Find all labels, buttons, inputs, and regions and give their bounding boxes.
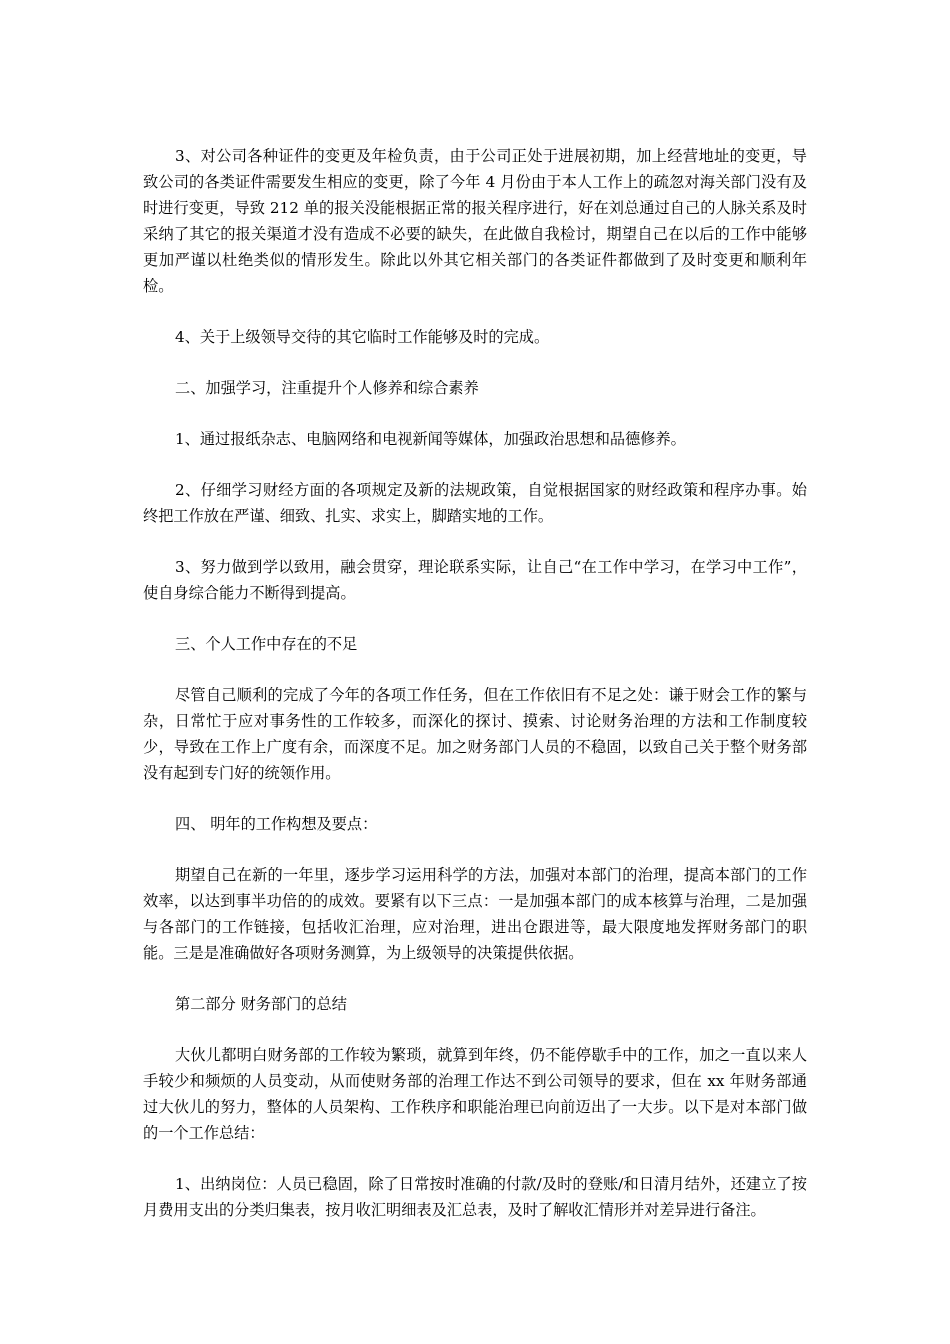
paragraph-apply-learning: 3、努力做到学以致用，融会贯穿，理论联系实际，让自己“在工作中学习，在学习中工作”，使自身综合能力不断得到提高。: [143, 558, 807, 602]
document-body: [143, 143, 807, 1223]
part-heading-finance-summary: 第二部分 财务部门的总结: [175, 995, 347, 1013]
paragraph-next-year-plan: 期望自己在新的一年里，逐步学习运用科学的方法，加强对本部门的治理，提高本部门的工作效率，以达到事半功倍的的成效。要紧有以下三点：一是加强本部门的成本核算与治理，二是加强与各部门的工作链接，包括收汇治理，应对治理，进出仓跟进等，最大限度地发挥财务部门的职能。三是是准确做好各项财务测算，为上级领导的决策提供依据。: [143, 866, 807, 962]
paragraph-shortcomings: 尽管自己顺利的完成了今年的各项工作任务，但在工作依旧有不足之处：谦于财会工作的繁与杂，日常忙于应对事务性的工作较多，而深化的探讨、摸索、讨论财务治理的方法和工作制度较少，导致在工作上广度有余，而深度不足。加之财务部门人员的不稳固，以致自己关于整个财务部没有起到专门好的统领作用。: [143, 686, 807, 782]
paragraph-certificate-management: 3、对公司各种证件的变更及年检负责，由于公司正处于进展初期，加上经营地址的变更，导致公司的各类证件需要发生相应的变更，除了今年 4 月份由于本人工作上的疏忽对海关部门没有及时进行变更，导致 212 单的报关没能根据正常的报关程序进行，好在刘总通过自己的人脉关系及时采纳了其它的报关渠道才没有造成不必要的缺失，在此做自我检讨，期望自己在以后的工作中能够更加严谨以杜绝类似的情形发生。除此以外其它相关部门的各类证件都做到了及时变更和顺利年检。: [143, 147, 807, 295]
paragraph-finance-overview: 大伙儿都明白财务部的工作较为繁琐，就算到年终，仍不能停歇手中的工作，加之一直以来人手较少和频烦的人员变动，从而使财务部的治理工作达不到公司领导的要求，但在 xx 年财务部通过大伙儿的努力，整体的人员架构、工作秩序和职能治理已向前迈出了一大步。以下是对本部门做的一个工作总结：: [143, 1046, 807, 1142]
section-heading-next-year: 四、 明年的工作构想及要点：: [175, 815, 378, 833]
paragraph-media-study: 1、通过报纸杂志、电脑网络和电视新闻等媒体，加强政治思想和品德修养。: [175, 430, 686, 448]
paragraph-finance-regulations: 2、仔细学习财经方面的各项规定及新的法规政策，自觉根据国家的财经政策和程序办事。始终把工作放在严谨、细致、扎实、求实上，脚踏实地的工作。: [143, 481, 807, 525]
paragraph-cashier-position: 1、出纳岗位：人员已稳固，除了日常按时准确的付款/及时的登账/和日清月结外，还建立了按月费用支出的分类归集表，按月收汇明细表及汇总表，及时了解收汇情形并对差异进行备注。: [143, 1175, 807, 1219]
paragraph-temporary-tasks: 4、关于上级领导交待的其它临时工作能够及时的完成。: [175, 328, 550, 346]
section-heading-shortcomings: 三、个人工作中存在的不足: [175, 635, 358, 653]
section-heading-study: 二、加强学习，注重提升个人修养和综合素养: [175, 379, 479, 397]
